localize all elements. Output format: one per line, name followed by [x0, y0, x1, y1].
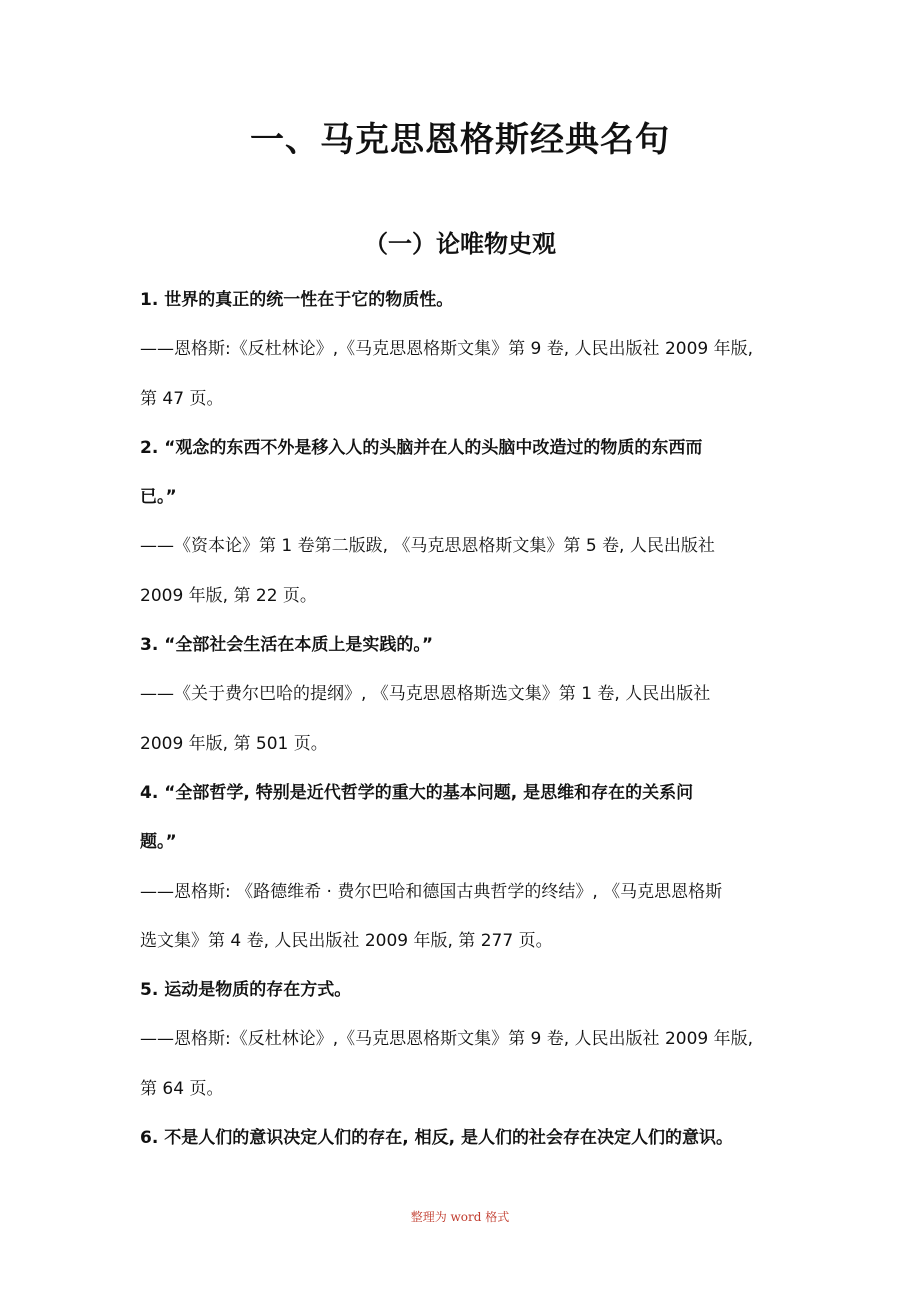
citation-line: ——《资本论》第 1 卷第二版跋, 《马克思恩格斯文集》第 5 卷, 人民出版社: [140, 536, 715, 557]
quote-line: 4. “全部哲学, 特别是近代哲学的重大的基本问题, 是思维和存在的关系问: [140, 782, 694, 803]
quote-line: 已。”: [140, 487, 177, 508]
quote-line: 2. “观念的东西不外是移入人的头脑并在人的头脑中改造过的物质的东西而: [140, 437, 703, 458]
citation-line: ——恩格斯: 《路德维希 · 费尔巴哈和德国古典哲学的终结》, 《马克思恩格斯: [140, 881, 723, 902]
quote-line: 3. “全部社会生活在本质上是实践的。”: [140, 635, 434, 656]
citation-line: 第 64 页。: [140, 1078, 224, 1099]
quote-line: 6. 不是人们的意识决定人们的存在, 相反, 是人们的社会存在决定人们的意识。: [140, 1128, 733, 1149]
quote-list: [140, 276, 788, 1163]
quote-entry: [140, 621, 788, 769]
footer-watermark: 整理为 word 格式: [410, 1210, 510, 1224]
citation-line: 选文集》第 4 卷, 人民出版社 2009 年版, 第 277 页。: [140, 930, 553, 951]
page-title: 一、马克思恩格斯经典名句: [250, 120, 670, 160]
quote-line: 5. 运动是物质的存在方式。: [140, 980, 352, 1001]
quote-line: 1. 世界的真正的统一性在于它的物质性。: [140, 290, 454, 310]
citation-line: 2009 年版, 第 22 页。: [140, 585, 317, 606]
quote-entry: [140, 424, 788, 621]
quote-entry: [140, 769, 788, 966]
citation-line: 2009 年版, 第 501 页。: [140, 733, 328, 754]
citation-line: ——恩格斯:《反杜林论》,《马克思恩格斯文集》第 9 卷, 人民出版社 2009 年版,: [140, 339, 754, 360]
quote-entry: [140, 966, 788, 1114]
citation-line: 第 47 页。: [140, 388, 224, 409]
section-title: （一）论唯物史观: [364, 230, 556, 258]
citation-line: ——恩格斯:《反杜林论》,《马克思恩格斯文集》第 9 卷, 人民出版社 2009 年版,: [140, 1029, 754, 1050]
quote-entry: [140, 1114, 788, 1163]
quote-entry: [140, 276, 788, 424]
citation-line: ——《关于费尔巴哈的提纲》, 《马克思恩格斯选文集》第 1 卷, 人民出版社: [140, 684, 711, 705]
quote-line: 题。”: [140, 832, 177, 853]
